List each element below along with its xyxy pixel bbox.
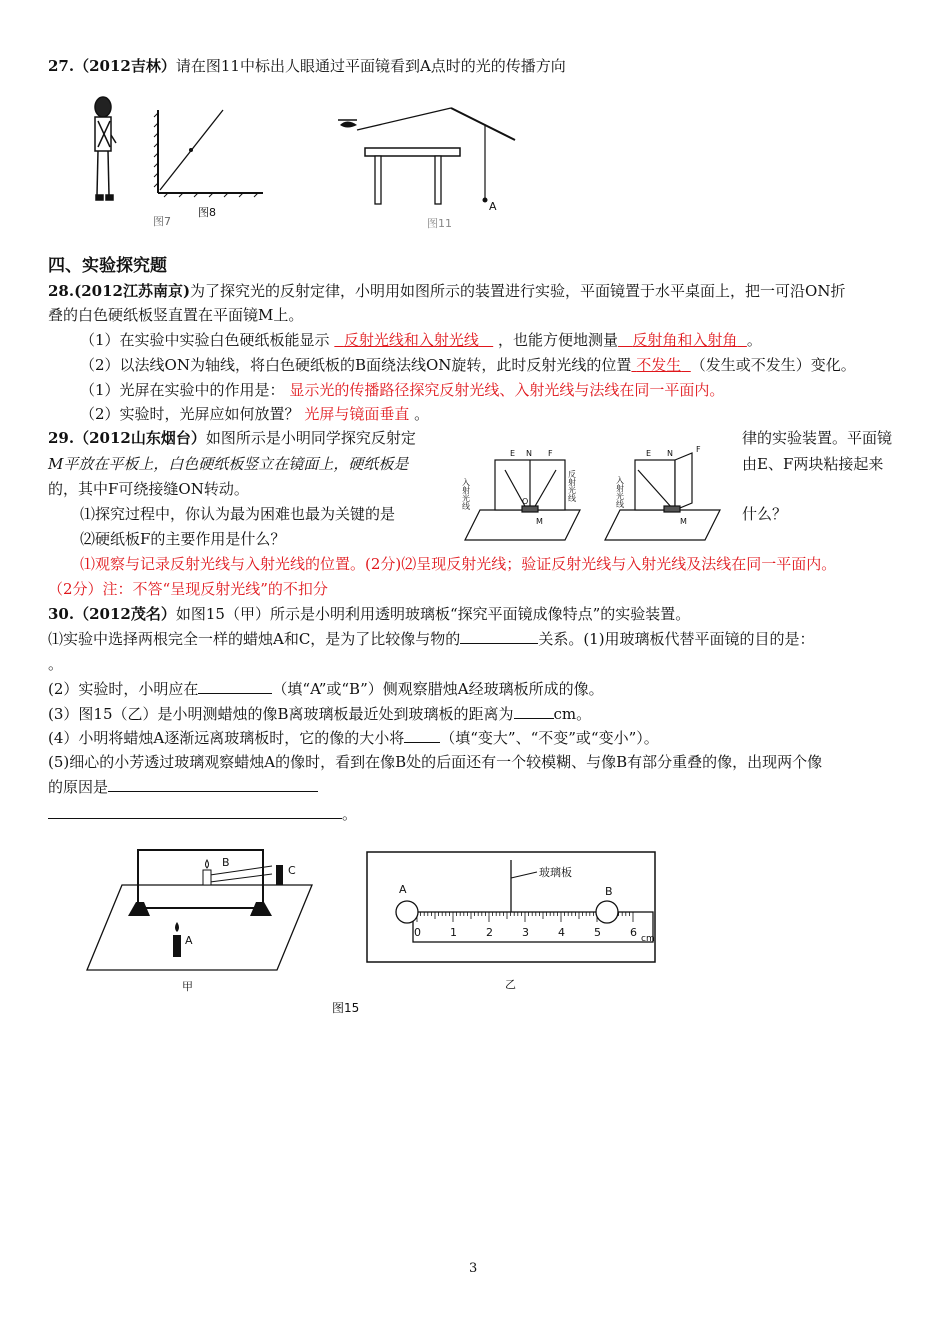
q28-s4-pre: （2）实验时，光屏应如何放置？ bbox=[80, 405, 300, 423]
figure-7-8 bbox=[88, 95, 268, 230]
q28-s1-answer1 bbox=[334, 331, 493, 349]
q30-s2b: （填“A”或“B”）侧观察腊烛A经玻璃板所成的像。 bbox=[272, 680, 604, 698]
fig29-e-label-2: E bbox=[646, 449, 652, 458]
q28-s2-answer-text: 不发生 bbox=[636, 356, 682, 374]
q28-s3 bbox=[80, 380, 724, 400]
q30-s1c: 。 bbox=[48, 655, 64, 673]
q30-s3a: (3）图15（乙）是小明测蜡烛的像B离玻璃板最近处到玻璃板的距离为 bbox=[48, 705, 514, 723]
q30-blank-5[interactable] bbox=[108, 777, 318, 792]
q28-s1-answer2 bbox=[618, 331, 747, 349]
ruler-b-label: B bbox=[605, 885, 613, 898]
fig29-incident-label-2: 入射光线 bbox=[615, 476, 625, 508]
q29-l1-right: 律的实验装置。平面镜 bbox=[742, 429, 893, 447]
fig11-label: 图11 bbox=[427, 217, 452, 230]
q28-s4 bbox=[80, 404, 429, 424]
point-a-label: A bbox=[489, 200, 497, 213]
q30-blank-2[interactable] bbox=[198, 679, 272, 694]
q30-s3b: cm。 bbox=[553, 705, 592, 723]
fig8-label: 图8 bbox=[198, 206, 216, 219]
q28-line2: 叠的白色硬纸板竖直置在平面镜M上。 bbox=[48, 306, 304, 324]
q28-s2-answer bbox=[631, 356, 690, 374]
q28-s2 bbox=[80, 355, 856, 375]
fig29-m-label-2: M bbox=[680, 517, 687, 526]
fig15-b-label: B bbox=[222, 856, 230, 869]
ruler-unit-label: cm bbox=[641, 934, 655, 944]
fig29-f-label: F bbox=[548, 449, 553, 458]
q30-s6-text: 的原因是 bbox=[48, 778, 109, 796]
q30-s6 bbox=[48, 777, 318, 797]
q30-s2a: (2）实验时，小明应在 bbox=[48, 680, 199, 698]
q30-intro bbox=[48, 604, 690, 624]
q30-blank-4[interactable] bbox=[404, 728, 440, 743]
ruler-tick-label: 5 bbox=[594, 926, 601, 939]
q29-l2-right: 由E、F两块粘接起来 bbox=[742, 455, 884, 473]
q27-line bbox=[48, 56, 566, 76]
q30-blank-6[interactable] bbox=[48, 804, 342, 819]
q28-s1-end: 。 bbox=[746, 331, 762, 349]
q30-s4a: (4）小明将蜡烛A逐渐远离玻璃板时，它的像的大小将 bbox=[48, 729, 405, 747]
ruler-tick-label: 4 bbox=[558, 926, 565, 939]
fig29-o-label: O bbox=[522, 497, 529, 506]
figure-11 bbox=[335, 100, 525, 235]
figure-15-jia bbox=[82, 840, 322, 1000]
q29-l2-left: M平放在平板上，白色硬纸板竖立在镜面上，硬纸板是 bbox=[48, 455, 409, 473]
ruler-a-label: A bbox=[399, 883, 407, 896]
fig29-f-label-2: F bbox=[696, 445, 701, 454]
q28-s3-answer: 显示光的传播路径探究反射光线、入射光线与法线在同一平面内。 bbox=[289, 381, 725, 399]
fig15-caption: 图15 bbox=[332, 1001, 360, 1015]
ruler-tick-label: 2 bbox=[486, 926, 493, 939]
fig29-incident-label: 入射光线 bbox=[461, 478, 471, 510]
q30-s1a: ⑴实验中选择两根完全一样的蜡烛A和C，是为了比较像与物的 bbox=[48, 630, 461, 648]
ruler-tick-label: 0 bbox=[414, 926, 421, 939]
q28-s1-mid: ，也能方便地测量 bbox=[497, 331, 618, 349]
q28-line1 bbox=[48, 281, 845, 301]
q30-blank-1[interactable] bbox=[460, 629, 538, 644]
q30-intro-text: 如图15（甲）所示是小明利用透明玻璃板“探究平面镜成像特点”的实验装置。 bbox=[175, 605, 691, 623]
fig15-jia-label: 甲 bbox=[182, 980, 193, 993]
q29-l1-left: 如图所示是小明同学探究反射定 bbox=[205, 429, 416, 447]
q29-l4-left: ⑴探究过程中，你认为最为困难也最为关键的是 bbox=[80, 505, 396, 523]
ruler-tick-label: 1 bbox=[450, 926, 457, 939]
q27-number: 27.（2012吉林） bbox=[48, 57, 176, 75]
fig29-m-label: M bbox=[536, 517, 543, 526]
person-icon bbox=[95, 97, 116, 200]
q28-s1-pre: （1）在实验中实验白色硬纸板能显示 bbox=[80, 331, 330, 349]
fig15-a-label: A bbox=[185, 934, 193, 947]
q30-s4b: （填“变大”、“不变”或“变小”）。 bbox=[440, 729, 659, 747]
fig29-n-label: N bbox=[526, 449, 532, 458]
ruler-tick-label: 6 bbox=[630, 926, 637, 939]
q29-answer1: ⑴观察与记录反射光线与入射光线的位置。(2分)⑵呈现反射光线；验证反射光线与入射光线及法线在同一平面内。 bbox=[80, 555, 837, 573]
q28-s1 bbox=[80, 330, 762, 350]
q30-s4 bbox=[48, 728, 659, 748]
q29-answer2: （2分）注：不答“呈现反射光线”的不扣分 bbox=[48, 580, 328, 598]
figure-reflection-boards bbox=[460, 445, 730, 543]
figure-15-yi bbox=[365, 850, 665, 995]
q28-text1: 为了探究光的反射定律，小明用如图所示的装置进行实验，平面镜置于水平桌面上，把一可沿ON折 bbox=[190, 282, 846, 300]
q30-s7 bbox=[48, 804, 357, 824]
page-number: 3 bbox=[469, 1261, 478, 1276]
q30-s7-text: 。 bbox=[342, 805, 358, 823]
q30-s1b: 关系。(1)用玻璃板代替平面镜的目的是： bbox=[538, 630, 815, 648]
q28-s2-end: （发生或不发生）变化。 bbox=[690, 356, 856, 374]
q30-s5: (5)细心的小芳透过玻璃观察蜡烛A的像时，看到在像B处的后面还有一个较模糊、与像B有部分重叠的像，出现两个像 bbox=[48, 753, 823, 771]
q29-line1 bbox=[48, 428, 416, 448]
q30-s2 bbox=[48, 679, 604, 699]
fig29-reflect-label: 反射光线 bbox=[567, 470, 577, 502]
fig15-yi-label: 乙 bbox=[505, 978, 516, 991]
candle-b-icon bbox=[203, 860, 211, 885]
fig29-e-label: E bbox=[510, 449, 516, 458]
section-title: 四、实验探究题 bbox=[48, 256, 167, 276]
q28-s1-answer1-text: 反射光线和入射光线 bbox=[343, 331, 479, 349]
glass-plate-label: 玻璃板 bbox=[539, 866, 572, 879]
ruler-tick-label: 3 bbox=[522, 926, 529, 939]
q29-l5: ⑵硬纸板F的主要作用是什么？ bbox=[80, 530, 286, 548]
q30-s3 bbox=[48, 704, 591, 724]
candle-c-icon bbox=[276, 865, 283, 885]
q30-blank-3[interactable] bbox=[514, 704, 554, 719]
q28-s4-end: 。 bbox=[414, 405, 430, 423]
q28-number: 28.(2012江苏南京) bbox=[48, 282, 191, 300]
q29-l4-right: 什么？ bbox=[742, 505, 788, 523]
fig15-c-label: C bbox=[288, 864, 296, 877]
q28-s2-pre: （2）以法线ON为轴线，将白色硬纸板的B面绕法线ON旋转，此时反射光线的位置 bbox=[80, 356, 632, 374]
q28-s1-answer2-text: 反射角和入射角 bbox=[632, 331, 738, 349]
q28-s3-pre: （1）光屏在实验中的作用是： bbox=[80, 381, 285, 399]
q30-number: 30.（2012茂名） bbox=[48, 605, 176, 623]
q27-text: 请在图11中标出人眼通过平面镜看到A点时的光的传播方向 bbox=[175, 57, 566, 75]
fig7-label: 图7 bbox=[153, 215, 171, 228]
q28-s4-answer: 光屏与镜面垂直 bbox=[304, 405, 410, 423]
fig29-n-label-2: N bbox=[667, 449, 673, 458]
q29-number: 29.（2012山东烟台） bbox=[48, 429, 206, 447]
eye-icon bbox=[338, 120, 357, 128]
q30-s1 bbox=[48, 629, 815, 649]
q29-l3-left: 的，其中F可绕接缝ON转动。 bbox=[48, 480, 249, 498]
